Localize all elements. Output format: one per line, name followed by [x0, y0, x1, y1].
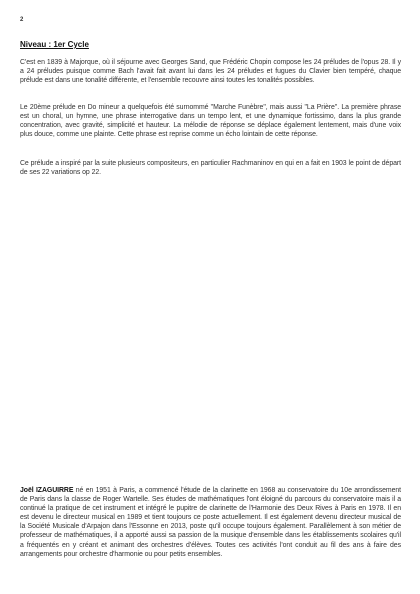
intro-paragraph: C'est en 1839 à Majorque, où il séjourne avec Georges Sand, que Frédéric Chopin compose les 24 préludes de l'opus 28. Il y a 24 préludes puisque comme Bach l'avait fait avant lui dans les 24 préludes et fugues du Clavier bien tempéré, chaque prélude est dans une tonalité différente, et l'ensemble recouvre ainsi toutes les tonalités possibles.: [20, 59, 401, 85]
author-bio-text: né en 1951 à Paris, a commencé l'étude de la clarinette en 1968 au conservatoire du 10e arrondissement de Paris dans la classe de Roger Wartelle. Ses études de mathématiques l'ont éloigné du parcours du conservatoire mais il a continué la pratique de cet instrument et intégré le pupitre de clarinette de l'Harmonie des Deux Rives à Paris en 1978. Il en est devenu le directeur musical en 1989 et tient toujours ce poste actuellement. Il est également devenu directeur musical de la Société Musicale d'Arpajon dans l'Essonne en 2013, poste qu'il occupe toujours également. Parallèlement à son métier de professeur de mathématiques, il a apporté aussi sa passion de la musique d'ensemble dans les établissements scolaires qu'il a fréquentés en y créant et animant des orchestres d'élèves. Toutes ces activités l'ont conduit au fil des ans à faire des arrangements pour orchestre d'harmonie ou pour petits ensembles.: [20, 487, 402, 558]
author-name: Joël IZAGUIRRE: [20, 487, 74, 494]
level-heading: Niveau : 1er Cycle: [20, 40, 89, 49]
prelude-description-paragraph: Le 20ème prélude en Do mineur a quelquefois été surnommé "Marche Funèbre", mais aussi "La Prière". La première phrase est un choral, un hymne, une phrase interrogative dans un tempo lent, et une dynamique fortissimo, dans la plus grande concentration, avec gravité, simplicité et hauteur. La mélodie de réponse se déplace également lentement, mais d'une voix plus douce, comme une plainte. Cette phrase est reprise comme un écho lointain de cette réponse.: [20, 104, 401, 139]
author-bio-paragraph: [20, 486, 401, 559]
page-number: 2: [20, 17, 24, 23]
influence-paragraph: Ce prélude a inspiré par la suite plusieurs compositeurs, en particulier Rachmaninov en qui en a fait en 1903 le point de départ de ses 22 variations op 22.: [20, 160, 401, 177]
